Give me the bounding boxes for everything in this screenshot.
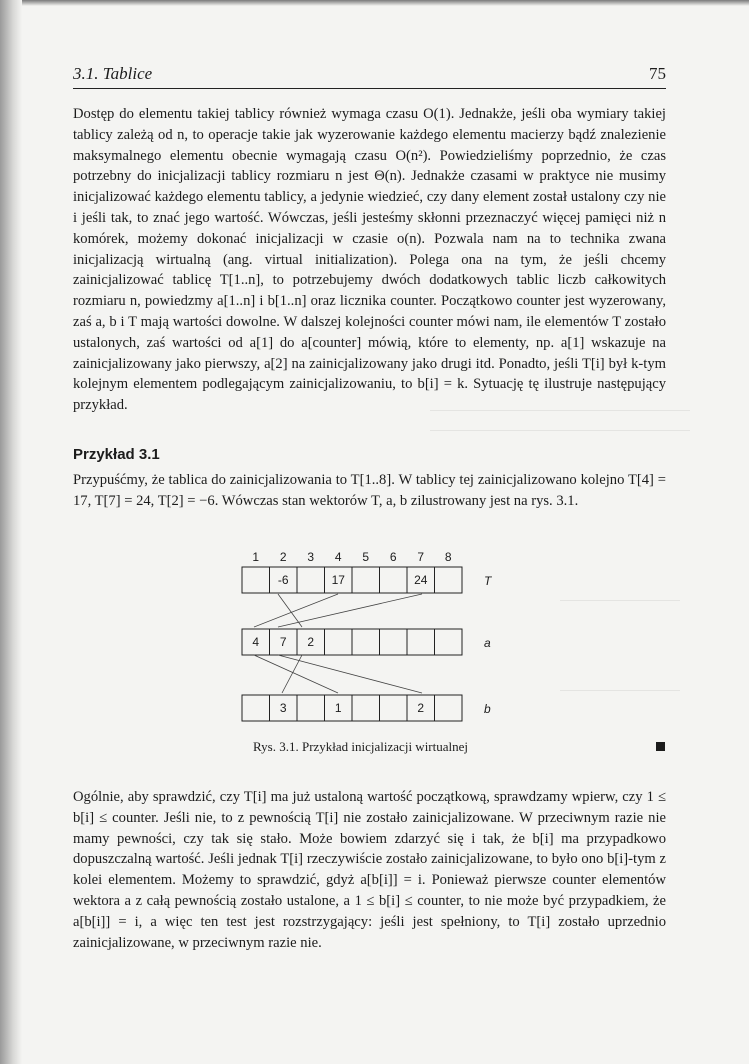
index-label: 8 <box>444 550 452 564</box>
body-paragraph-3: Ogólnie, aby sprawdzić, czy T[i] ma już ustaloną wartość początkową, sprawdzamy wpierw, czy 1 ≤ b[i] ≤ counter. Jeśli nie, to z pewnością T[i] nie zostało zainicjalizowane. W przeciwnym razie nie mamy pewności, czy tak się stało. Może bowiem zdarzyć się i tak, że b[i] ma przypadkowo dopuszczalną wartość. Jeśli jednak T[i] rzeczywiście zostało zainicjalizowane, to było ono b[i]-tym z kolei elementem. Możemy to sprawdzić, gdyż a[b[i]] = i. Ponieważ pierwsze counter elementów wektora a z całą pewnością zostało ustalone, a 1 ≤ b[i] ≤ counter, to nie może być przypadkiem, że a[b[i]] = i, a więc ten test jest rozstrzygający: jeśli jest spełniony, to T[i] zostało uprzednio zainicjalizowane, w przeciwnym razie nie. <box>73 789 666 951</box>
array-cell <box>325 629 353 655</box>
index-label: 3 <box>307 550 315 564</box>
example-end-mark <box>656 742 665 751</box>
bleed-through <box>430 430 690 431</box>
index-label: 2 <box>279 550 287 564</box>
array-b <box>242 695 491 721</box>
example-text: Przypuśćmy, że tablica do zainicjalizowania to T[1..8]. W tablicy tej zainicjalizowano kolejno T[4] = 17, T[7] = 24, T[2] = −6. Wówczas stan wektorów T, a, b zilustrowany jest na rys. 3.1. <box>73 472 666 509</box>
array-cell <box>380 695 408 721</box>
array-name-label: a <box>484 636 491 650</box>
bleed-through <box>560 600 680 601</box>
arrow-b7-a2 <box>278 655 422 693</box>
bleed-through <box>560 690 680 691</box>
index-label: 7 <box>417 550 425 564</box>
array-cell <box>352 695 380 721</box>
running-header <box>73 62 666 89</box>
array-cell <box>435 695 463 721</box>
array-cell <box>435 629 463 655</box>
array-cell <box>297 567 325 593</box>
figure-virtual-init <box>200 545 520 725</box>
index-label: 1 <box>252 550 260 564</box>
array-cell <box>352 567 380 593</box>
example-title: Przykład 3.1 <box>73 446 160 463</box>
cell-value: 2 <box>417 701 425 715</box>
array-cell <box>407 629 435 655</box>
arrow-b4-a1 <box>254 655 338 693</box>
array-T <box>242 567 493 593</box>
cell-value: 1 <box>334 701 342 715</box>
cell-value: 4 <box>252 635 260 649</box>
index-label: 4 <box>334 550 342 564</box>
array-a <box>242 629 491 655</box>
cell-value: 7 <box>279 635 287 649</box>
cell-value: -6 <box>277 573 289 587</box>
array-cell <box>297 695 325 721</box>
array-cell <box>242 567 270 593</box>
arrow-a2-T7 <box>278 594 422 627</box>
index-label: 5 <box>362 550 370 564</box>
cell-value: 2 <box>307 635 315 649</box>
array-rows <box>242 567 493 721</box>
scan-edge-top <box>0 0 749 6</box>
section-title: 3.1. Tablice <box>73 64 153 83</box>
arrow-a1-T4 <box>254 594 338 627</box>
array-cell <box>380 567 408 593</box>
array-cell <box>435 567 463 593</box>
cell-value: 3 <box>279 701 287 715</box>
arrow-a3-T2 <box>278 594 302 627</box>
array-cell <box>242 695 270 721</box>
page-number: 75 <box>649 64 666 83</box>
body-paragraph-1: Dostęp do elementu takiej tablicy również wymaga czasu O(1). Jednakże, jeśli oba wymiary takiej tablicy zależą od n, to operacje takie jak wyzerowanie każdego elementu macierzy bądź znalezienie maksymalnego elementu obecnie wymagają czasu O(n²). Powiedzieliśmy poprzednio, że czas potrzebny do inicjalizacji tablicy rozmiaru n jest Θ(n). Jednakże czasami w praktyce nie musimy inicjalizować każdego elementu tablicy, a jedynie wiedzieć, czy dany element został ustalony czy nie i jeśli tak, to znać jego wartość. Wówczas, jeśli jesteśmy skłonni przeznaczyć więcej pamięci niż n komórek, możemy dokonać inicjalizacji w czasie o(n). Pozwala nam na to technika zwana inicjalizacją wirtualną (ang. virtual initialization). Polega ona na tym, że jeśli chcemy zainicjalizować tablicę T[1..n], to potrzebujemy dwóch dodatkowych tablic liczb całkowitych rozmiaru n, powiedzmy a[1..n] i b[1..n] oraz licznika counter. Początkowo counter jest wyzerowany, zaś a, b i T mają wartości dowolne. W dalszej kolejności counter mówi nam, ile elementów T zostało ustalonych, zaś wartości od a[1] do a[counter] mówią, które to elementy, np. a[1] wskazuje na zainicjalizowany jako pierwszy, a[2] na zainicjalizowany jako drugi itd. Ponadto, jeśli T[i] był k-tym kolejnym elementem podlegającym zainicjalizowaniu, to b[i] = k. Sytuację tę ilustruje następujący przykład. <box>73 106 666 414</box>
array-cell <box>352 629 380 655</box>
cell-value: 24 <box>414 573 428 587</box>
array-cell <box>380 629 408 655</box>
scan-edge-left <box>0 0 22 1064</box>
index-labels <box>252 550 452 564</box>
array-name-label: b <box>484 702 491 716</box>
array-name-label: T <box>484 574 492 588</box>
cell-value: 17 <box>331 573 345 587</box>
figure-caption: Rys. 3.1. Przykład inicjalizacji wirtualnej <box>253 739 469 754</box>
index-label: 6 <box>389 550 397 564</box>
